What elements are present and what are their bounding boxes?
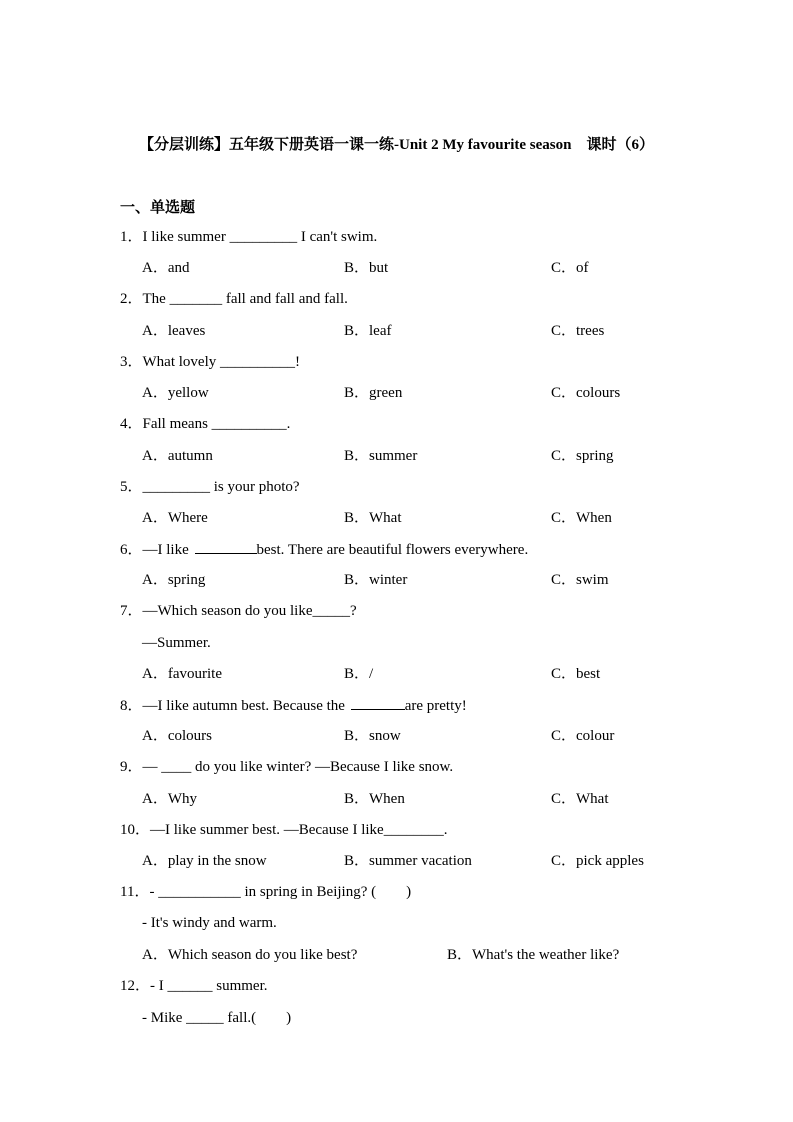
question-3 [120,352,300,372]
option-a[interactable]: A．spring [142,572,206,588]
option-c[interactable]: C．When [551,510,612,526]
option-a[interactable]: A．Which season do you like best? [142,947,358,963]
question-text-part-1: —I like autumn best. Because the [142,698,349,714]
question-1 [120,227,377,247]
option-b[interactable]: B．leaf [344,323,392,339]
option-b[interactable]: B．What's the weather like? [447,947,620,963]
question-text: - I ______ summer. [150,978,268,994]
option-a[interactable]: A．leaves [142,323,206,339]
option-a[interactable]: A．Where [142,510,208,526]
option-c[interactable]: C．of [551,260,589,276]
question-text: I like summer _________ I can't swim. [142,229,378,245]
option-c[interactable]: C．spring [551,448,614,464]
question-12-second-line: - Mike _____ fall.( ) [142,1010,292,1026]
question-text: - ___________ in spring in Beijing? ( ) [149,884,412,900]
option-c[interactable]: C．colour [551,728,615,744]
question-number: 7． [120,603,143,619]
question-text: —Which season do you like_____? [142,603,357,619]
answer-blank[interactable] [195,539,257,554]
question-number: 3． [120,354,143,370]
question-10 [120,820,447,840]
question-text-part-2: best. There are beautiful flowers everywhere. [256,542,529,558]
option-c[interactable]: C．What [551,791,609,807]
question-text: _________ is your photo? [142,479,300,495]
option-c[interactable]: C．trees [551,323,605,339]
question-12 [120,976,268,996]
question-text: — ____ do you like winter? —Because I like snow. [142,759,454,775]
question-7-answer-line: —Summer. [142,635,211,651]
option-b[interactable]: B．/ [344,666,374,682]
question-4 [120,414,290,434]
question-number: 2． [120,291,143,307]
question-5 [120,477,300,497]
question-8 [120,695,467,715]
question-11 [120,882,411,902]
question-text: —I like summer best. —Because I like________. [150,822,448,838]
option-a[interactable]: A．play in the snow [142,853,267,869]
question-6 [120,539,528,559]
option-b[interactable]: B．winter [344,572,408,588]
option-a[interactable]: A．and [142,260,190,276]
question-number: 9． [120,759,143,775]
question-text: The _______ fall and fall and fall. [142,291,348,307]
question-2 [120,289,348,309]
question-text-part-1: —I like [142,542,193,558]
option-b[interactable]: B．When [344,791,405,807]
option-c[interactable]: C．colours [551,385,621,401]
question-number: 11． [120,884,150,900]
option-b[interactable]: B．summer [344,448,418,464]
option-b[interactable]: B．but [344,260,389,276]
option-c[interactable]: C．pick apples [551,853,644,869]
question-7 [120,601,357,621]
option-b[interactable]: B．summer vacation [344,853,472,869]
answer-blank[interactable] [351,695,405,710]
question-number: 8． [120,698,143,714]
question-text-part-2: are pretty! [404,698,467,714]
option-a[interactable]: A．autumn [142,448,213,464]
question-number: 1． [120,229,143,245]
question-text: What lovely __________! [142,354,300,370]
question-number: 10． [120,822,151,838]
option-a[interactable]: A．Why [142,791,197,807]
document-title: 【分层训练】五年级下册英语一课一练-Unit 2 My favourite season 课时（6） [139,137,654,153]
option-a[interactable]: A．favourite [142,666,222,682]
option-c[interactable]: C．best [551,666,601,682]
option-b[interactable]: B．What [344,510,402,526]
option-a[interactable]: A．colours [142,728,212,744]
question-text: Fall means __________. [142,416,291,432]
option-c[interactable]: C．swim [551,572,609,588]
section-heading: 一、单选题 [120,200,196,216]
question-9 [120,757,453,777]
question-number: 5． [120,479,143,495]
question-number: 6． [120,542,143,558]
question-11-answer-line: - It's windy and warm. [142,915,277,931]
option-a[interactable]: A．yellow [142,385,209,401]
question-number: 12． [120,978,151,994]
option-b[interactable]: B．green [344,385,403,401]
question-number: 4． [120,416,143,432]
option-b[interactable]: B．snow [344,728,401,744]
